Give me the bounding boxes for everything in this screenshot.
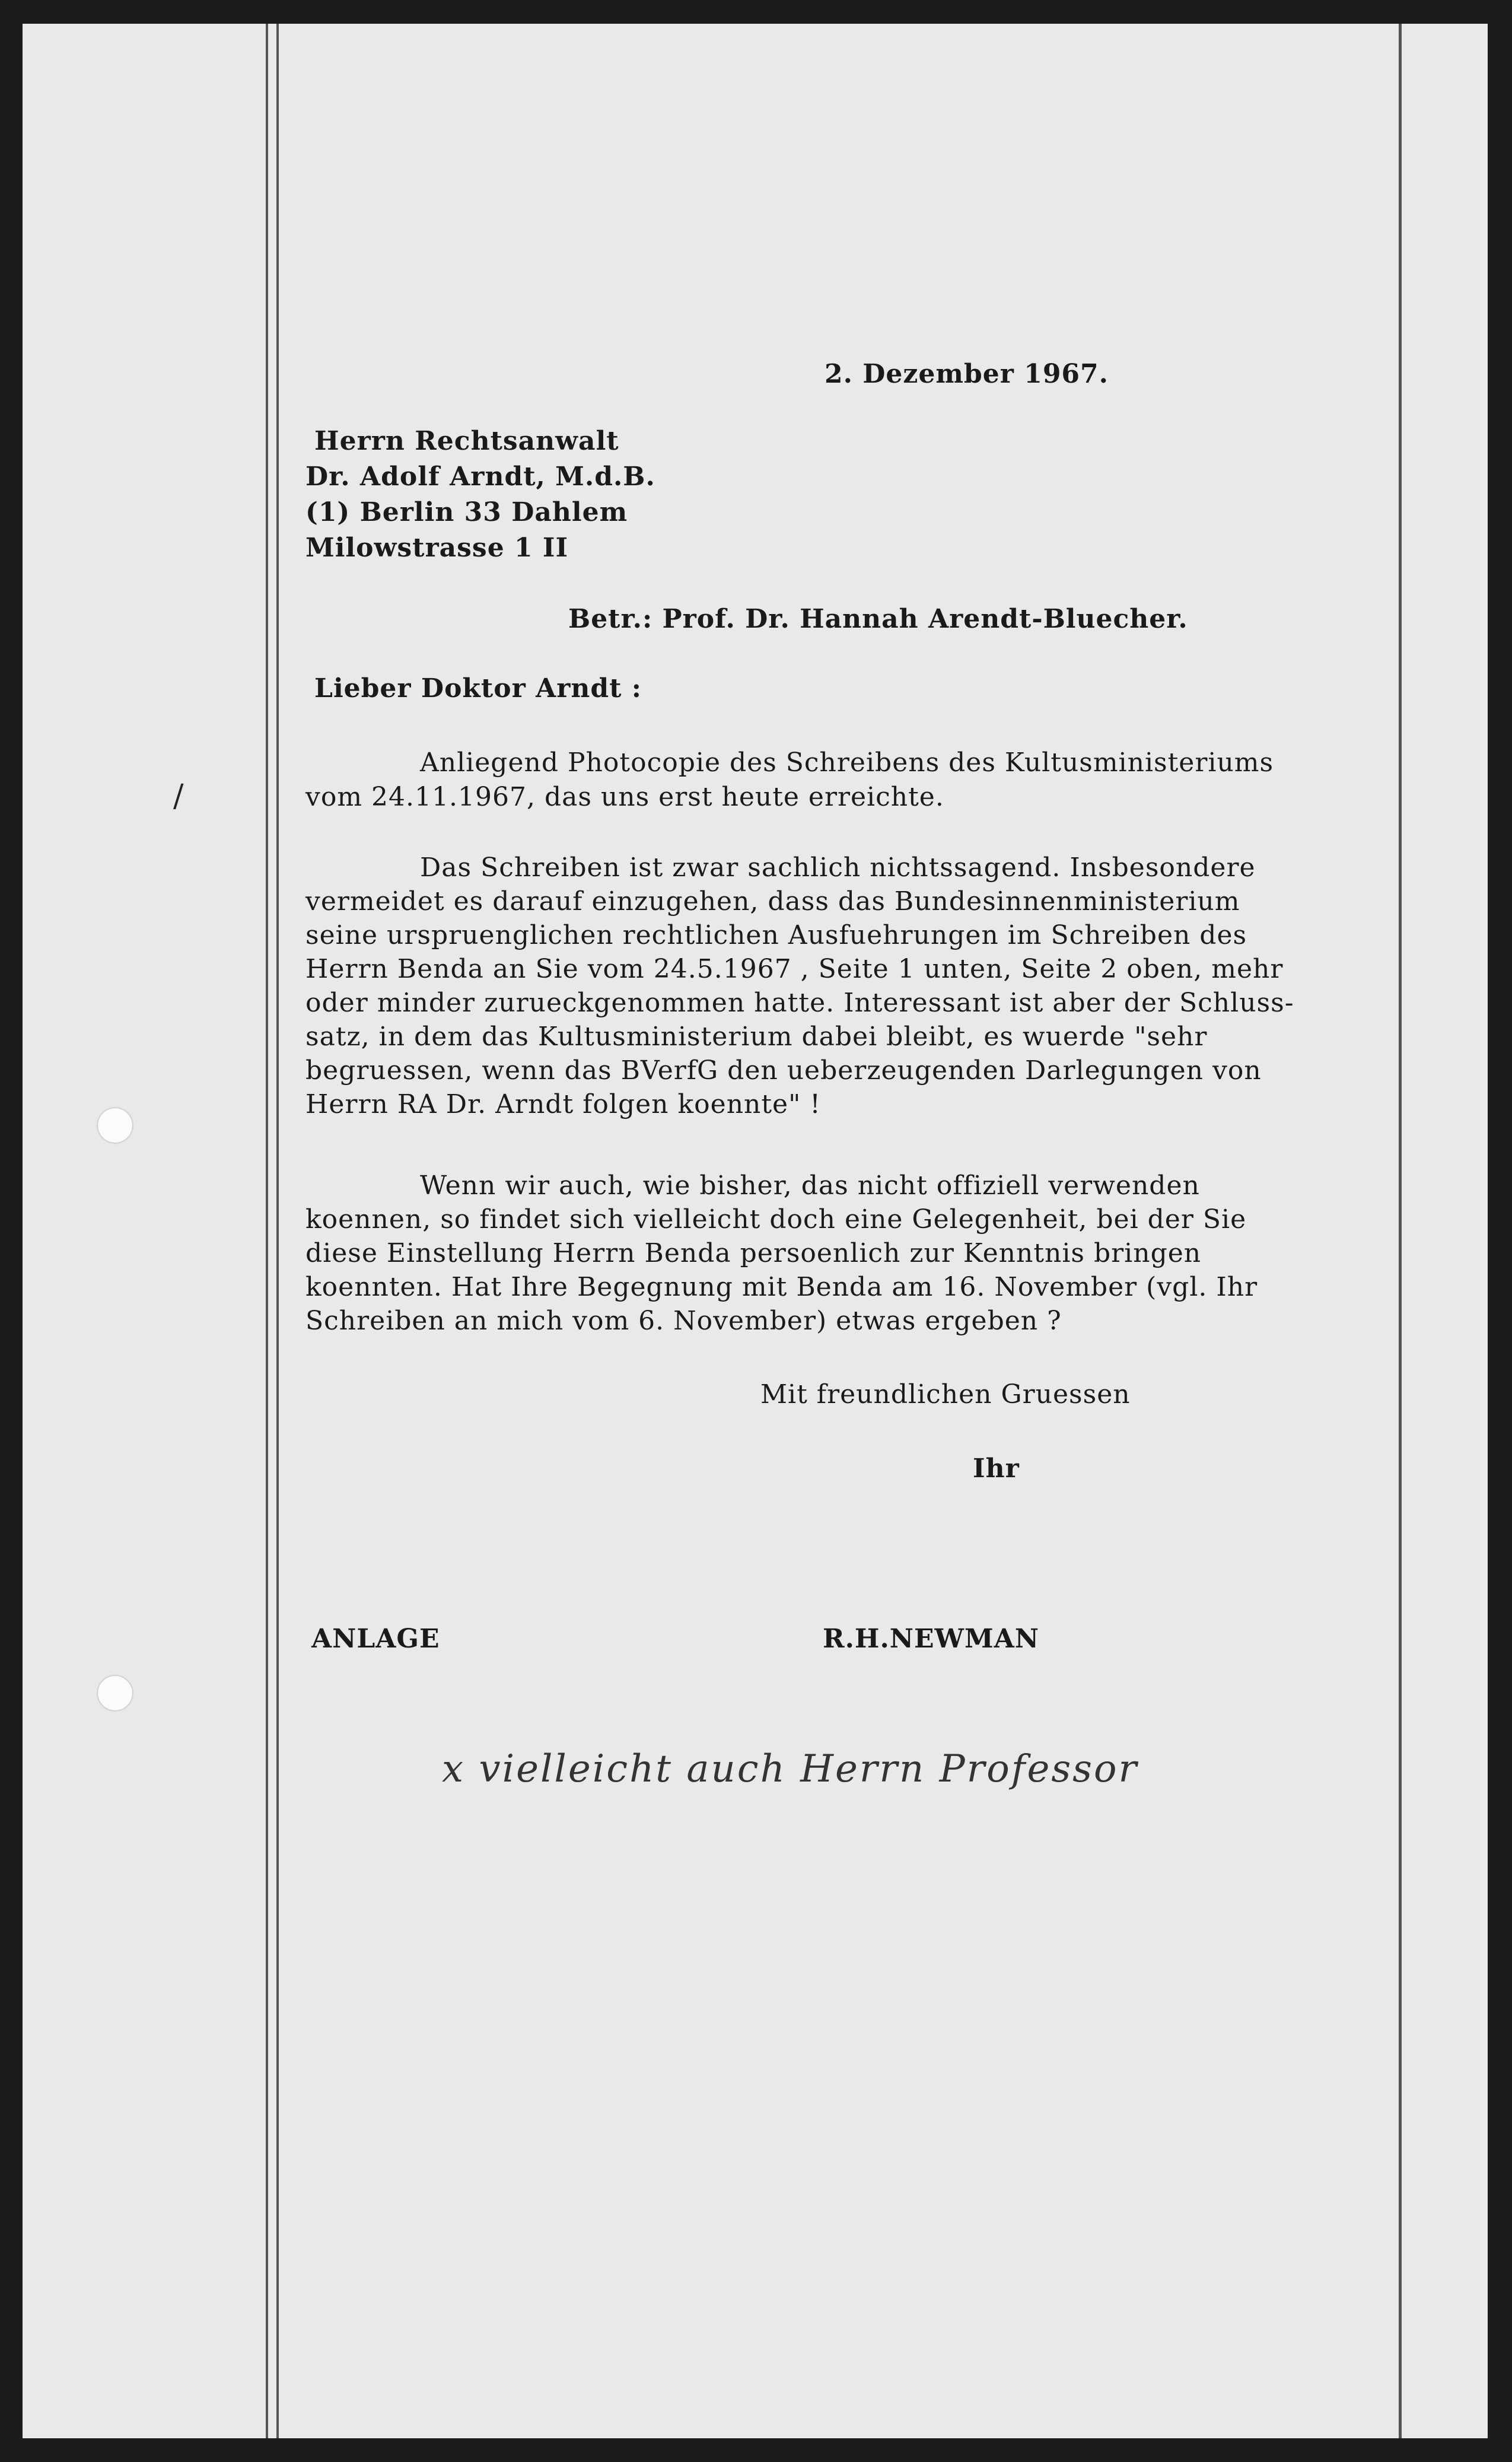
recipient-line: (1) Berlin 33 Dahlem — [305, 497, 628, 527]
margin-check-mark: / — [173, 778, 184, 814]
paragraph-3-line: Wenn wir auch, wie bisher, das nicht offiziell verwenden — [420, 1170, 1200, 1201]
punch-hole-upper — [98, 1108, 132, 1143]
paragraph-2-line: satz, in dem das Kultusministerium dabei bleibt, es wuerde "sehr — [305, 1022, 1208, 1052]
recipient-line: Dr. Adolf Arndt, M.d.B. — [305, 462, 655, 492]
recipient-line: Milowstrasse 1 II — [305, 533, 569, 563]
left-margin-rule-outer — [266, 24, 268, 2438]
paragraph-2-line: Herrn RA Dr. Arndt folgen koennte" ! — [305, 1089, 821, 1119]
paragraph-1-line: vom 24.11.1967, das uns erst heute erreichte. — [305, 782, 944, 812]
recipient-line: Herrn Rechtsanwalt — [314, 426, 619, 456]
paragraph-3-line: Schreiben an mich vom 6. November) etwas ergeben ? — [305, 1306, 1062, 1336]
paragraph-2-line: oder minder zurueckgenommen hatte. Interessant ist aber der Schluss- — [305, 988, 1294, 1018]
letter-date: 2. Dezember 1967. — [825, 359, 1109, 389]
paragraph-3-line: koennten. Hat Ihre Begegnung mit Benda am 16. November (vgl. Ihr — [305, 1272, 1258, 1302]
paragraph-3-line: koennen, so findet sich vielleicht doch eine Gelegenheit, bei der Sie — [305, 1204, 1247, 1235]
paragraph-2-line: begruessen, wenn das BVerfG den ueberzeugenden Darlegungen von — [305, 1055, 1262, 1086]
paragraph-2-line: vermeidet es darauf einzugehen, dass das Bundesinnenministerium — [305, 886, 1240, 917]
signature-name: R.H.NEWMAN — [823, 1624, 1040, 1654]
closing-greeting: Mit freundlichen Gruessen — [760, 1379, 1131, 1410]
paragraph-2-line: seine urspruenglichen rechtlichen Ausfuehrungen im Schreiben des — [305, 920, 1247, 950]
paragraph-3-line: diese Einstellung Herrn Benda persoenlich zur Kenntnis bringen — [305, 1238, 1202, 1268]
paragraph-2-line: Herrn Benda an Sie vom 24.5.1967 , Seite 1 unten, Seite 2 oben, mehr — [305, 954, 1284, 984]
subject-line: Betr.: Prof. Dr. Hannah Arendt-Bluecher. — [568, 604, 1188, 634]
enclosure-label: ANLAGE — [311, 1624, 440, 1654]
left-margin-rule-inner — [276, 24, 279, 2438]
paragraph-1-line: Anliegend Photocopie des Schreibens des Kultusministeriums — [420, 747, 1274, 778]
salutation: Lieber Doktor Arndt : — [314, 673, 642, 704]
right-margin-rule — [1399, 24, 1402, 2438]
handwritten-note: x vielleicht auch Herrn Professor — [442, 1747, 1139, 1791]
punch-hole-lower — [98, 1676, 132, 1710]
closing-word: Ihr — [973, 1453, 1020, 1484]
paragraph-2-line: Das Schreiben ist zwar sachlich nichtssagend. Insbesondere — [420, 853, 1256, 883]
